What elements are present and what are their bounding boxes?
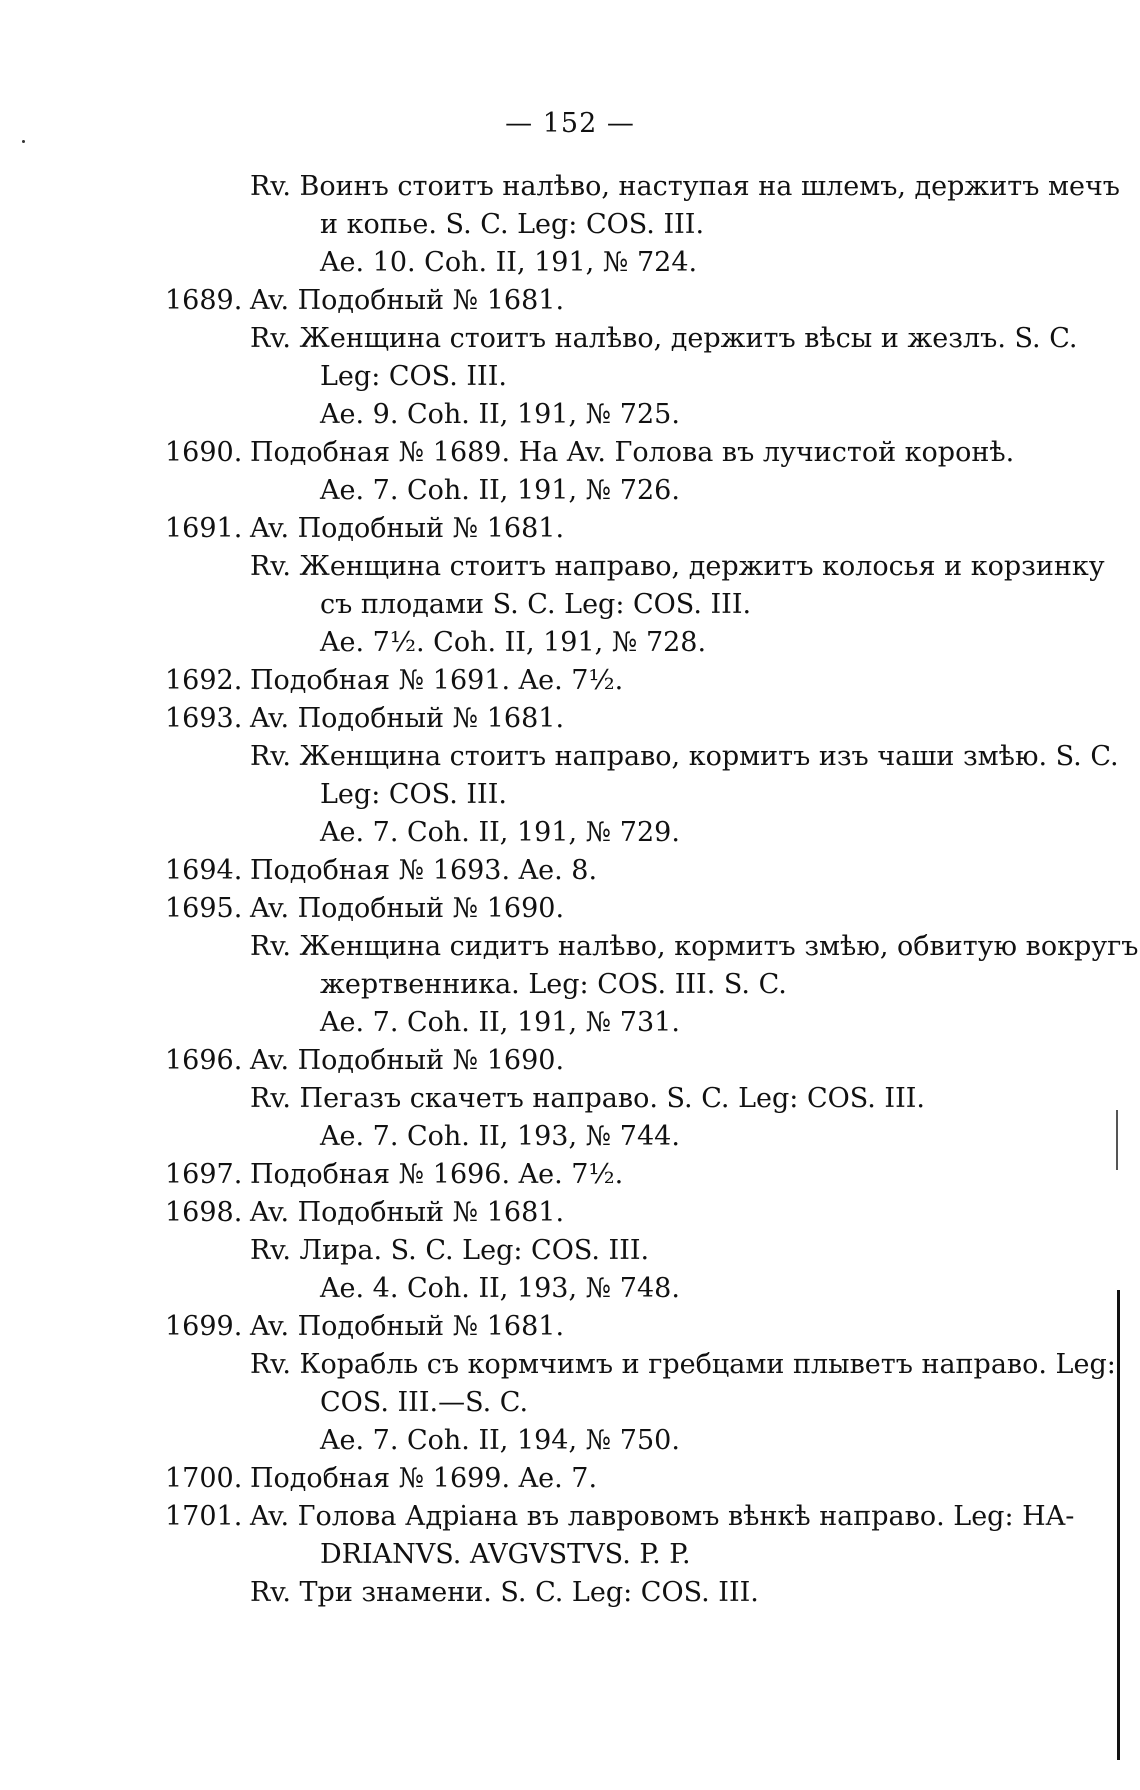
line-text: съ плодами S. C. Leg: COS. III. (320, 589, 752, 620)
line-text: Ae. 7. Coh. II, 191, № 731. (320, 1007, 680, 1038)
line-text: Ae. 7. Coh. II, 194, № 750. (320, 1425, 680, 1456)
line-text: COS. III.—S. C. (320, 1387, 529, 1418)
line-text: Rv. Женщина сидитъ налѣво, кормитъ змѣю, обвитую вокругъ (250, 931, 1139, 962)
catalog-entry-line (165, 1460, 1095, 1498)
catalog-entry-line (165, 434, 1095, 472)
line-text: Rv. Корабль съ кормчимъ и гребцами плыветъ направо. Leg: (250, 1349, 1116, 1380)
entry-number: 1691. (165, 513, 243, 544)
line-text: Ae. 7. Coh. II, 191, № 729. (320, 817, 680, 848)
line-text: Rv. Женщина стоитъ направо, держитъ колосья и корзинку (250, 551, 1105, 582)
line-text: Подобная № 1691. Ae. 7½. (250, 665, 624, 696)
catalog-continuation-line (165, 1118, 1095, 1156)
catalog-entry-line (165, 510, 1095, 548)
entry-number: 1696. (165, 1045, 243, 1076)
entry-number: 1698. (165, 1197, 243, 1228)
line-text: Rv. Женщина стоитъ направо, кормитъ изъ чаши змѣю. S. C. (250, 741, 1119, 772)
catalog-continuation-line (165, 320, 1095, 358)
catalog-continuation-line (165, 1384, 1095, 1422)
entry-number: 1692. (165, 665, 243, 696)
entry-number: 1693. (165, 703, 243, 734)
catalog-continuation-line (165, 1004, 1095, 1042)
entry-number: 1690. (165, 437, 243, 468)
catalog-continuation-line (165, 624, 1095, 662)
catalog-continuation-line (165, 1346, 1116, 1384)
catalog-entry-line (165, 700, 1095, 738)
line-text: Подобная № 1693. Ae. 8. (250, 855, 598, 886)
line-text: DRIANVS. AVGVSTVS. P. P. (320, 1539, 691, 1570)
catalog-entry-line (165, 890, 1095, 928)
scan-edge-line (1117, 1290, 1120, 1760)
entry-number: 1700. (165, 1463, 243, 1494)
line-text: Leg: COS. III. (320, 779, 507, 810)
catalog-continuation-line (165, 548, 1105, 586)
catalog-continuation-line (165, 1536, 1095, 1574)
catalog-continuation-line (165, 244, 1095, 282)
line-text: Ae. 7½. Coh. II, 191, № 728. (320, 627, 707, 658)
catalog-continuation-line (165, 738, 1119, 776)
catalog-entry-line (165, 1042, 1095, 1080)
catalog-continuation-line (165, 396, 1095, 434)
line-text: Rv. Женщина стоитъ налѣво, держитъ вѣсы и жезлъ. S. C. (250, 323, 1078, 354)
catalog-continuation-line (165, 1270, 1095, 1308)
catalog-continuation-line (165, 776, 1095, 814)
line-text: Av. Подобный № 1681. (250, 285, 565, 316)
line-text: Rv. Воинъ стоитъ налѣво, наступая на шлемъ, держитъ мечъ (250, 171, 1120, 202)
catalog-continuation-line (165, 1422, 1095, 1460)
entry-number: 1697. (165, 1159, 243, 1190)
line-text: Подобная № 1689. На Av. Голова въ лучистой коронѣ. (250, 437, 1015, 468)
catalog-continuation-line (165, 814, 1095, 852)
line-text: Rv. Лира. S. C. Leg: COS. III. (250, 1235, 650, 1266)
page-number: — 152 — (505, 108, 635, 139)
line-text: Av. Подобный № 1690. (250, 1045, 565, 1076)
catalog-continuation-line (165, 1080, 1095, 1118)
line-text: Ae. 9. Coh. II, 191, № 725. (320, 399, 680, 430)
catalog-continuation-line (165, 358, 1095, 396)
line-text: Подобная № 1699. Ae. 7. (250, 1463, 598, 1494)
line-text: Ae. 7. Coh. II, 191, № 726. (320, 475, 680, 506)
line-text: Av. Подобный № 1690. (250, 893, 565, 924)
entry-number: 1689. (165, 285, 243, 316)
entry-number: 1694. (165, 855, 243, 886)
catalog-continuation-line (165, 1574, 1095, 1612)
line-text: и копье. S. C. Leg: COS. III. (320, 209, 705, 240)
line-text: Ae. 7. Coh. II, 193, № 744. (320, 1121, 680, 1152)
entry-number: 1695. (165, 893, 243, 924)
line-text: Av. Подобный № 1681. (250, 1311, 565, 1342)
catalog-text (165, 168, 1139, 1612)
catalog-entry-line (165, 852, 1095, 890)
line-text: Rv. Три знамени. S. C. Leg: COS. III. (250, 1577, 759, 1608)
catalog-continuation-line (165, 472, 1095, 510)
line-text: Подобная № 1696. Ae. 7½. (250, 1159, 624, 1190)
line-text: Ae. 4. Coh. II, 193, № 748. (320, 1273, 680, 1304)
catalog-continuation-line (165, 928, 1139, 966)
line-text: Av. Голова Адріана въ лавровомъ вѣнкѣ направо. Leg: HA- (250, 1501, 1075, 1532)
catalog-entry-line (165, 282, 1095, 320)
catalog-entry-line (165, 662, 1095, 700)
line-text: Leg: COS. III. (320, 361, 507, 392)
catalog-entry-line (165, 1194, 1095, 1232)
entry-number: 1699. (165, 1311, 243, 1342)
catalog-continuation-line (165, 586, 1095, 624)
entry-number: 1701. (165, 1501, 243, 1532)
line-text: Ae. 10. Coh. II, 191, № 724. (320, 247, 698, 278)
line-text: жертвенника. Leg: COS. III. S. C. (320, 969, 787, 1000)
catalog-continuation-line (165, 1232, 1095, 1270)
catalog-entry-line (165, 1498, 1095, 1536)
catalog-entry-line (165, 1308, 1095, 1346)
catalog-entry-line (165, 1156, 1095, 1194)
scan-edge-mark (1116, 1110, 1118, 1170)
line-text: Rv. Пегазъ скачетъ направо. S. C. Leg: COS. III. (250, 1083, 926, 1114)
line-text: Av. Подобный № 1681. (250, 1197, 565, 1228)
line-text: Av. Подобный № 1681. (250, 513, 565, 544)
scan-speck (22, 140, 25, 143)
line-text: Av. Подобный № 1681. (250, 703, 565, 734)
catalog-continuation-line (165, 966, 1095, 1004)
catalog-continuation-line (165, 168, 1120, 206)
catalog-continuation-line (165, 206, 1095, 244)
